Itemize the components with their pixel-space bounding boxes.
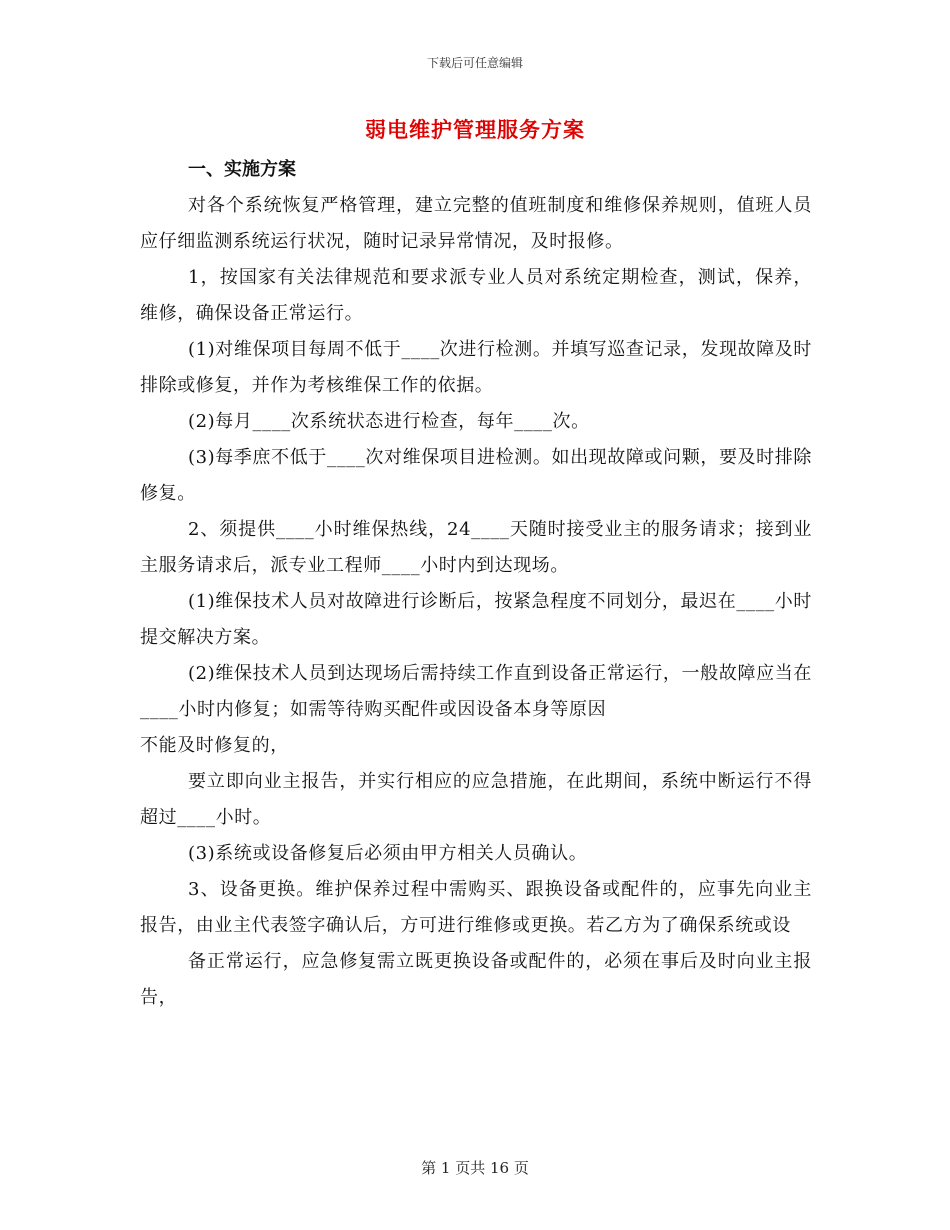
paragraph: 不能及时修复的， bbox=[140, 735, 289, 756]
paragraph: 对各个系统恢复严格管理，建立完整的值班制度和维修保养规则，值班人员应仔细监测系统运行状况，随时记录异常情况，及时报修。 bbox=[140, 195, 812, 252]
section-heading: 一、实施方案 bbox=[188, 159, 296, 180]
paragraph: 1，按国家有关法律规范和要求派专业人员对系统定期检查，测试，保养，维修，确保设备正常运行。 bbox=[140, 267, 812, 324]
paragraph: (1)维保技术人员对故障进行诊断后，按紧急程度不同划分，最迟在____小时提交解决方案。 bbox=[140, 591, 812, 648]
document-title: 弱电维护管理服务方案 bbox=[365, 117, 585, 142]
document-body bbox=[140, 152, 812, 1016]
header-note: 下载后可任意编辑 bbox=[426, 56, 523, 70]
paragraph: (3)每季庶不低于____次对维保项目进检测。如出现故障或问颗，要及时排除修复。 bbox=[140, 447, 812, 504]
page-footer: 第 1 页共 16 页 bbox=[421, 1159, 529, 1177]
paragraph: 备正常运行，应急修复需立既更换设备或配件的，必须在事后及时向业主报告， bbox=[140, 951, 812, 1008]
paragraph: 2、须提供____小时维保热线，24____天随时接受业主的服务请求；接到业主服务请求后，派专业工程师____小时内到达现场。 bbox=[140, 519, 812, 576]
paragraph: (1)对维保项目每周不低于____次进行检测。并填写巡查记录，发现故障及时排除或修复，并作为考核维保工作的依据。 bbox=[140, 339, 812, 396]
paragraph: 要立即向业主报告，并实行相应的应急措施，在此期间，系统中断运行不得超过____小时。 bbox=[140, 771, 812, 828]
paragraph: (2)维保技术人员到达现场后需持续工作直到设备正常运行，一般故障应当在____小时内修复；如需等待购买配件或因设备本身等原因 bbox=[140, 663, 812, 720]
paragraph: 3、设备更换。维护保养过程中需购买、跟换设备或配件的，应事先向业主报告，由业主代表签字确认后，方可进行维修或更换。若乙方为了确保系统或设 bbox=[140, 879, 812, 936]
paragraph: (2)每月____次系统状态进行检查，每年____次。 bbox=[188, 411, 590, 432]
paragraph: (3)系统或设备修复后必须由甲方相关人员确认。 bbox=[188, 843, 588, 864]
